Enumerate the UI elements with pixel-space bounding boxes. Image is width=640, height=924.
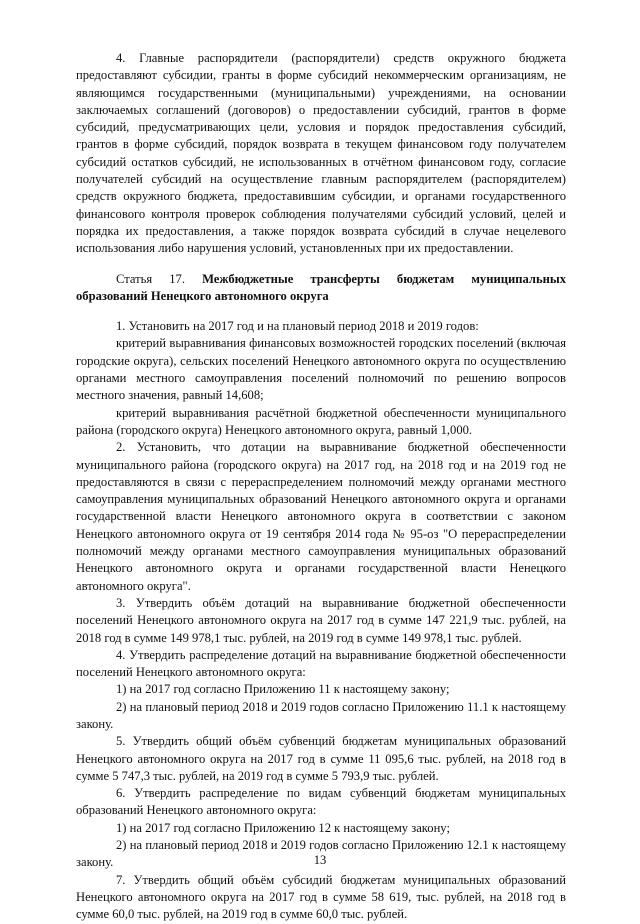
- paragraph: 7. Утвердить общий объём субсидий бюджетам муниципальных образований Ненецкого автономного округа на 2017 год в сумме 58 619, тыс. рублей, на 2018 год в сумме 60,0 тыс. рублей, на 2019 год в сумме 60,0 тыс. рублей.: [76, 872, 566, 922]
- paragraph: 1. Установить на 2017 год и на плановый период 2018 и 2019 годов:: [116, 319, 479, 334]
- article-title: Межбюджетные трансферты бюджетам муниципальных образований Ненецкого автономного округа: [76, 271, 566, 303]
- article-label: Статья 17.: [116, 271, 185, 286]
- page-number: 13: [313, 853, 327, 867]
- paragraph: 2. Установить, что дотации на выравнивание бюджетной обеспеченности муниципального района (городского округа) на 2017 год, на 2018 год и на 2019 год не предоставляются в связи с перераспределением полномочий между органами местного самоуправления муниципальных образований Ненецкого автономного округа и органами государственной власти Ненецкого автономного округа в соответствии с законом Ненецкого автономного округа от 19 сентября 2014 года № 95-оз "О перераспределении полномочий между органами местного самоуправления муниципальных образований Ненецкого автономного округа и органами государственной власти Ненецкого автономного округа".: [76, 440, 566, 593]
- document-body: [76, 50, 566, 924]
- paragraph: критерий выравнивания финансовых возможностей городских поселений (включая городские округа), сельских поселений Ненецкого автономного округа по осуществлению органами местного самоуправления поселений полномочий по решению вопросов местного значения, равный 14,608;: [76, 336, 566, 403]
- paragraph: 2) на плановый период 2018 и 2019 годов согласно Приложению 11.1 к настоящему закону.: [76, 699, 566, 731]
- paragraph-subsidies: 4. Главные распорядители (распорядители) средств окружного бюджета предоставляют субсидии, гранты в форме субсидий некоммерческим организациям, не являющимся государственными (муниципальными) учреждениями, на основании заключаемых соглашений (договоров) о предоставлении субсидий, грантов в форме субсидий, предусматривающих цели, условия и порядок предоставления субсидий, грантов в форме субсидий, порядок возврата в текущем финансовом году получателем субсидий остатков субсидий, не использованных в отчётном финансовом году, согласие получателей субсидий на осуществление главным распорядителем (распорядителем) средств окружного бюджета, предоставившим субсидии, и органами государственного финансового контроля проверок соблюдения получателями субсидий условий, целей и порядка их предоставления, а также порядок возврата субсидий в случае нецелевого использования либо нарушения условий, установленных при их предоставлении.: [76, 51, 566, 256]
- article-heading: [76, 271, 566, 306]
- paragraph: 1) на 2017 год согласно Приложению 12 к настоящему закону;: [116, 820, 450, 835]
- paragraph: 3. Утвердить объём дотаций на выравнивание бюджетной обеспеченности поселений Ненецкого автономного округа на 2017 год в сумме 147 221,9 тыс. рублей, на 2018 год в сумме 149 978,1 тыс. рублей, на 2019 год в сумме 149 978,1 тыс. рублей.: [76, 595, 566, 645]
- paragraph: 6. Утвердить распределение по видам субвенций бюджетам муниципальных образований Ненецкого автономного округа:: [76, 786, 566, 818]
- paragraph: 1) на 2017 год согласно Приложению 11 к настоящему закону;: [116, 682, 450, 697]
- paragraph: 2) на плановый период 2018 и 2019 годов согласно Приложению 12.1 к настоящему закону.: [76, 838, 566, 870]
- paragraph-gap: [76, 258, 566, 271]
- paragraph: 4. Утвердить распределение дотаций на выравнивание бюджетной обеспеченности поселений Ненецкого автономного округа:: [76, 647, 566, 680]
- paragraph: критерий выравнивания расчётной бюджетной обеспеченности муниципального района (городского округа) Ненецкого автономного округа, равный 1,000.: [76, 405, 566, 437]
- paragraph: 5. Утвердить общий объём субвенций бюджетам муниципальных образований Ненецкого автономного округа на 2017 год в сумме 11 095,6 тыс. рублей, на 2018 год в сумме 5 747,3 тыс. рублей, на 2019 год в сумме 5 793,9 тыс. рублей.: [76, 734, 566, 783]
- paragraph-gap: [76, 305, 566, 318]
